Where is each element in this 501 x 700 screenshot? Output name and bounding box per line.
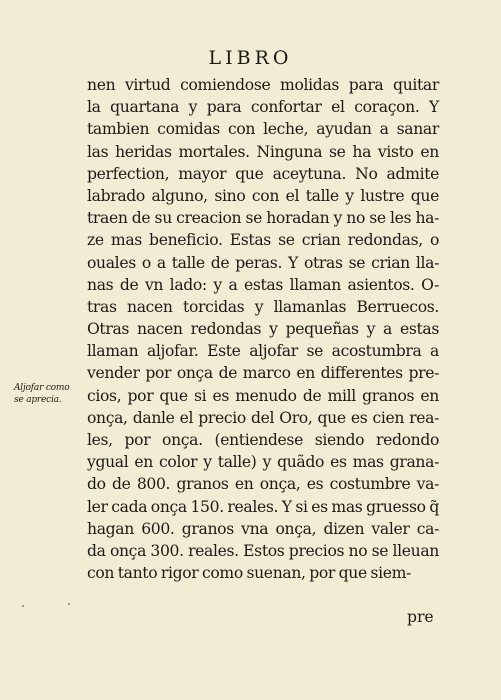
ink-speck <box>22 605 24 607</box>
text-line: ler cada onça 150. reales. Y si es mas gruesso q̃ <box>87 497 439 516</box>
text-line: Otras nacen redondas y pequeñas y a estas <box>87 320 439 339</box>
text-line: cios, por que si es menudo de mill granos en <box>87 386 439 405</box>
marginal-note-line: Aljofar como <box>14 383 70 393</box>
text-line: perfection, mayor que aceytuna. No admite <box>87 164 439 183</box>
running-head: LIBRO <box>208 47 293 69</box>
text-line: ygual en color y talle) y quãdo es mas grana- <box>87 453 439 472</box>
marginal-note <box>14 382 84 406</box>
text-line: ouales o a talle de peras. Y otras se crian lla- <box>87 253 439 272</box>
text-line: tras nacen torcidas y llamanlas Berruecos. <box>87 297 439 316</box>
text-line: labrado alguno, sino con el talle y lustre que <box>87 186 439 205</box>
text-line: las heridas mortales. Ninguna se ha visto en <box>87 142 439 161</box>
text-line: les, por onça. (entiendese siendo redondo <box>87 431 439 449</box>
text-line: con tanto rigor como suenan, por que siem- <box>87 564 411 583</box>
text-line: nen virtud comiendose molidas para quitar <box>87 76 439 94</box>
text-line: ze mas beneficio. Estas se crian redondas, o <box>87 231 439 250</box>
text-line: la quartana y para confortar el coraçon. Y <box>87 98 439 117</box>
text-line: hagan 600. granos vna onça, dizen valer ca- <box>87 519 439 538</box>
text-line: da onça 300. reales. Estos precios no se lleuan <box>87 541 439 560</box>
text-line: nas de vn lado: y a estas llaman asientos. O- <box>87 275 439 294</box>
catchword: pre <box>407 608 434 626</box>
text-line: llaman aljofar. Este aljofar se acostumbra a <box>87 342 439 361</box>
text-line: do de 800. granos en onça, es costumbre va- <box>87 475 439 494</box>
body-text <box>87 74 439 584</box>
text-line: tambien comidas con leche, ayudan a sanar <box>87 120 439 139</box>
text-line: traen de su creacion se horadan y no se les ha- <box>87 209 439 228</box>
marginal-note-line: se aprecia. <box>14 395 62 405</box>
text-line: onça, danle el precio del Oro, que es cien rea- <box>87 408 439 427</box>
text-line: vender por onça de marco en differentes pre- <box>87 364 439 383</box>
ink-speck <box>68 603 70 605</box>
